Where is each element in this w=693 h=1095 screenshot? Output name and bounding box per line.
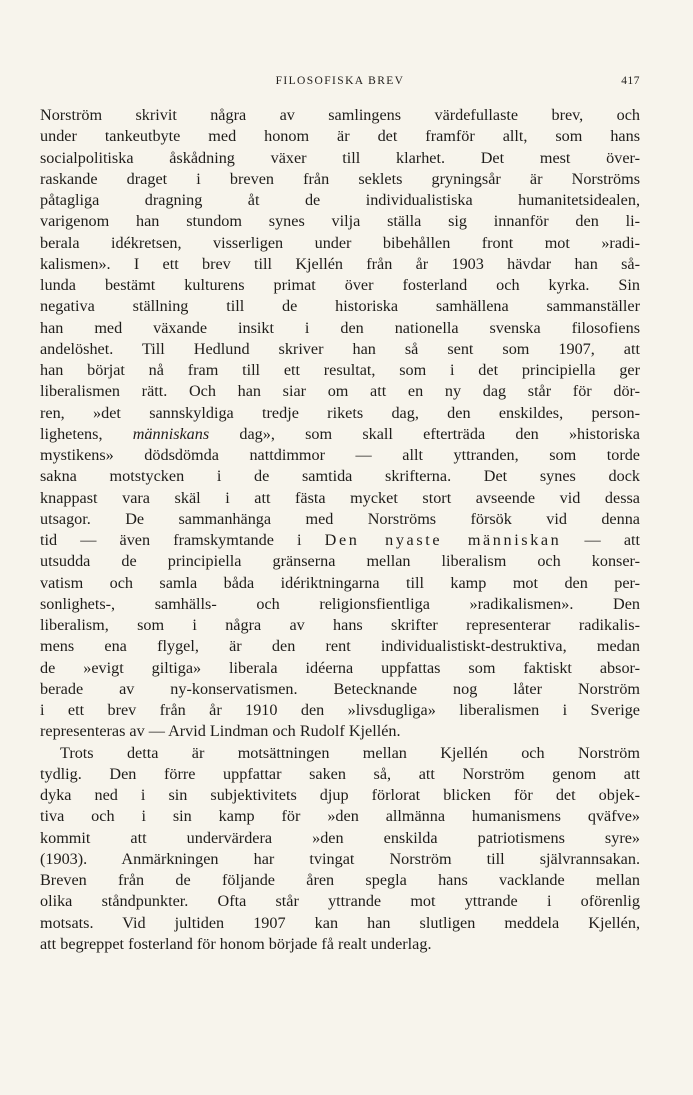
- text-line: Norström skrivit några av samlingens värdefullaste brev, och: [40, 106, 640, 124]
- text-line: vatism och samla båda idériktningarna till kamp mot den per-: [40, 573, 640, 592]
- text-line: andelöshet. Till Hedlund skriver han så sent som 1907, att: [40, 339, 640, 358]
- text-line: tiva och i sin kamp för »den allmänna humanismens qväfve»: [40, 807, 640, 826]
- text-line: han börjat nå fram till ett resultat, som i det principiella ger: [40, 361, 640, 379]
- text-line-start: tid — även framskymtande i: [40, 531, 325, 549]
- text-line: socialpolitiska åskådning växer till klarhet. Det mest över-: [40, 148, 640, 167]
- text-line: sonlighets-, samhälls- och religionsfientliga »radikalismen». Den: [40, 594, 640, 613]
- text-line: liberalismen rätt. Och han siar om att en ny dag står för dör-: [40, 382, 640, 401]
- running-title: FILOSOFISKA BREV: [275, 75, 405, 87]
- text-line: sakna motstycken i de samtida skrifterna. Det synes dock: [40, 467, 640, 486]
- text-line: liberalism, som i några av hans skrifter representerar radikalis-: [40, 616, 640, 634]
- text-line: de »evigt giltiga» liberala idéerna uppfattas som faktiskt absor-: [40, 658, 640, 677]
- text-line: mystikens» dödsdömda nattdimmor — allt yttranden, som torde: [40, 446, 640, 464]
- text-line: tydlig. Den förre uppfattar saken så, att Norström genom att: [40, 764, 640, 783]
- text-line: att begreppet fosterland för honom började få realt underlag.: [40, 934, 432, 953]
- text-line: Breven från de följande åren spegla hans vacklande mellan: [40, 871, 640, 889]
- spaced-title: Den nyaste människan: [324, 531, 562, 549]
- text-line: lunda bestämt kulturens primat över fosterland och kyrka. Sin: [40, 276, 640, 294]
- text-line: han med växande insikt i den nationella svenska filosofiens: [40, 318, 640, 337]
- text-line: representeras av — Arvid Lindman och Rudolf Kjellén.: [40, 722, 401, 741]
- text-line: varigenom han stundom synes vilja ställa sig innanför den li-: [40, 212, 640, 231]
- text-line-end: dag», som skall efterträda den »historiska: [209, 424, 640, 443]
- text-line: Trots detta är motsättningen mellan Kjellén och Norström: [60, 743, 640, 762]
- text-line: kommit att undervärdera »den enskilda patriotismens syre»: [40, 828, 640, 847]
- text-line: berala idékretsen, visserligen under bibehållen front mot »radi-: [40, 233, 640, 252]
- text-line: kalismen». I ett brev till Kjellén från år 1903 hävdar han så-: [40, 254, 640, 273]
- text-line: påtagliga dragning åt de individualistiska humanitetsidealen,: [40, 191, 640, 209]
- text-line: mens ena flygel, är den rent individualistiskt-destruktiva, medan: [40, 637, 640, 656]
- text-line: dyka ned i sin subjektivitets djup förlorat blicken för det objek-: [40, 786, 640, 804]
- text-line-end: — att: [561, 531, 640, 549]
- text-line: ren, »det sannskyldiga tredje rikets dag, den enskildes, person-: [40, 403, 640, 422]
- text-line-start: lighetens,: [40, 424, 133, 443]
- text-line: utsudda de principiella gränserna mellan liberalism och konser-: [40, 552, 640, 571]
- text-line: motsats. Vid jultiden 1907 kan han slutligen meddela Kjellén,: [40, 913, 640, 932]
- text-line: utsagor. De sammanhänga med Norströms försök vid denna: [40, 509, 640, 528]
- text-line: negativa ställning till de historiska samhällena sammanställer: [40, 297, 640, 316]
- text-line: knappast vara skäl i att fästa mycket stort avseende vid dessa: [40, 488, 640, 507]
- text-line: (1903). Anmärkningen har tvingat Norström till självrannsakan.: [40, 849, 640, 868]
- body-text: [40, 105, 640, 955]
- page-number: 417: [621, 75, 640, 87]
- text-line: i ett brev från år 1910 den »livsdugliga» liberalismen i Sverige: [40, 701, 640, 719]
- text-line: [40, 530, 640, 551]
- text-line: under tankeutbyte med honom är det framför allt, som hans: [40, 127, 640, 146]
- emphasized-word: människans: [132, 424, 210, 443]
- text-line: berade av ny-konservatismen. Betecknande nog låter Norström: [40, 679, 640, 698]
- text-line: olika ståndpunkter. Ofta står yttrande mot yttrande i oförenlig: [40, 892, 640, 911]
- page-header: [40, 75, 640, 95]
- text-line: [40, 424, 640, 445]
- text-line: raskande draget i breven från seklets gryningsår är Norströms: [40, 169, 640, 188]
